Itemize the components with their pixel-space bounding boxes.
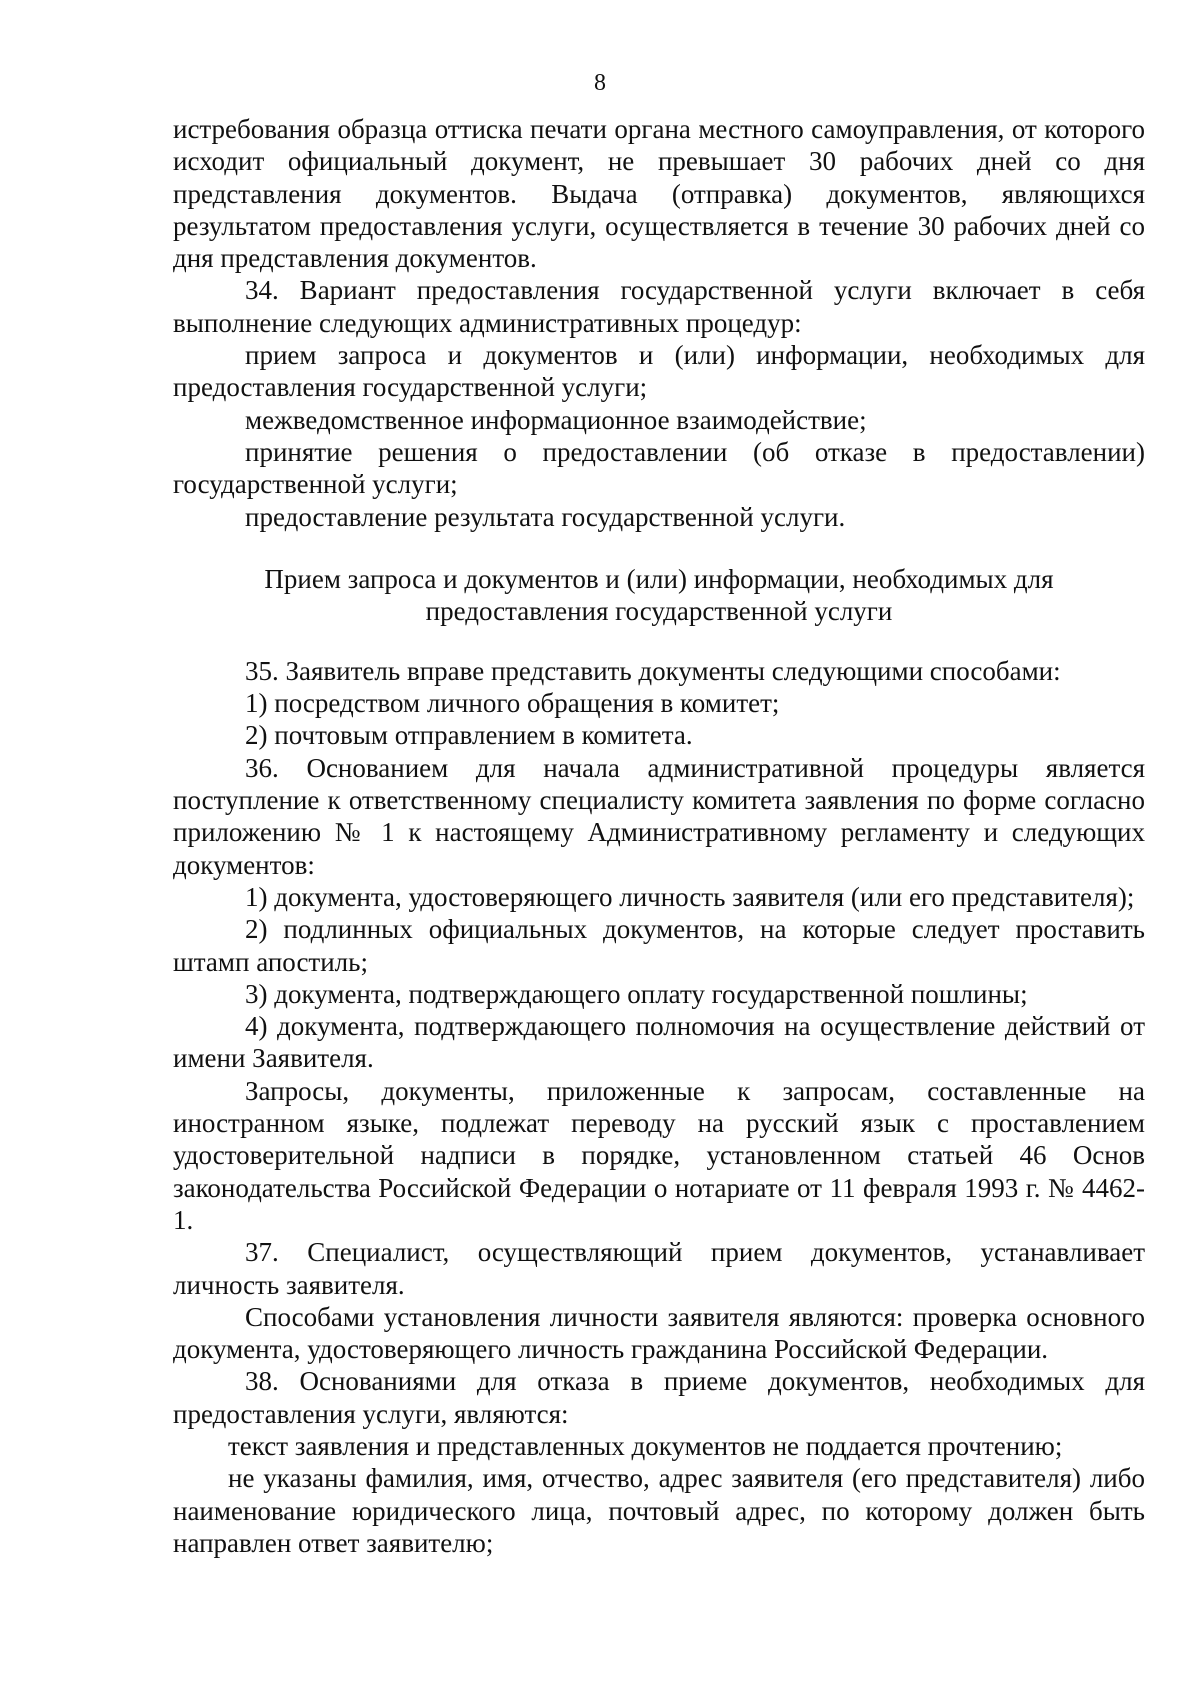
- document-body: [173, 113, 1145, 1559]
- list-item: прием запроса и документов и (или) информации, необходимых для предоставления государственной услуги;: [173, 340, 1145, 403]
- list-item: 4) документа, подтверждающего полномочия на осуществление действий от имени Заявителя.: [173, 1011, 1145, 1074]
- list-item: предоставление результата государственной услуги.: [245, 501, 846, 532]
- list-item: 3) документа, подтверждающего оплату государственной пошлины;: [245, 978, 1028, 1009]
- list-item: принятие решения о предоставлении (об отказе в предоставлении) государственной услуги;: [173, 436, 1145, 500]
- section-heading-line: предоставления государственной услуги: [425, 595, 893, 626]
- paragraph: 37. Специалист, осуществляющий прием документов, устанавливает личность заявителя.: [173, 1237, 1145, 1300]
- paragraph: 38. Основаниями для отказа в приеме документов, необходимых для предоставления услуги, являются:: [173, 1366, 1145, 1429]
- section-heading: [173, 563, 1145, 627]
- list-item: 1) документа, удостоверяющего личность заявителя (или его представителя);: [245, 881, 1135, 912]
- list-item: не указаны фамилия, имя, отчество, адрес заявителя (его представителя) либо наименование юридического лица, почтовый адрес, по которому должен быть направлен ответ заявителю;: [173, 1463, 1145, 1558]
- section-heading-line: Прием запроса и документов и (или) информации, необходимых для: [264, 563, 1054, 594]
- paragraph: Способами установления личности заявителя являются: проверка основного документа, удостоверяющего личность гражданина Российской Федерации.: [173, 1301, 1145, 1365]
- paragraph: 34. Вариант предоставления государственной услуги включает в себя выполнение следующих административных процедур:: [173, 275, 1145, 338]
- list-item: 2) подлинных официальных документов, на которые следует проставить штамп апостиль;: [173, 914, 1145, 977]
- list-item: текст заявления и представленных документов не поддается прочтению;: [228, 1430, 1063, 1461]
- page-number: 8: [594, 70, 606, 96]
- list-item: межведомственное информационное взаимодействие;: [245, 404, 867, 435]
- paragraph: 36. Основанием для начала административной процедуры является поступление к ответственному специалисту комитета заявления по форме согласно приложению № 1 к настоящему Административному регламенту и следующих документов:: [173, 752, 1145, 880]
- list-item: 1) посредством личного обращения в комитет;: [245, 688, 780, 719]
- list-item: 2) почтовым отправлением в комитета.: [245, 720, 693, 751]
- paragraph: истребования образца оттиска печати органа местного самоуправления, от которого исходит официальный документ, не превышает 30 рабочих дней со дня представления документов. Выдача (отправка) документов, являющихся результатом предоставления услуги, осуществляется в течение 30 рабочих дней со дня представления документов.: [173, 114, 1145, 274]
- paragraph: 35. Заявитель вправе представить документы следующими способами:: [245, 655, 1061, 686]
- paragraph: Запросы, документы, приложенные к запросам, составленные на иностранном языке, подлежат переводу на русский язык с проставлением удостоверительной надписи в порядке, установленном статьей 46 Основ законодательства Российской Федерации о нотариате от 11 февраля 1993 г. № 4462-1.: [173, 1075, 1145, 1235]
